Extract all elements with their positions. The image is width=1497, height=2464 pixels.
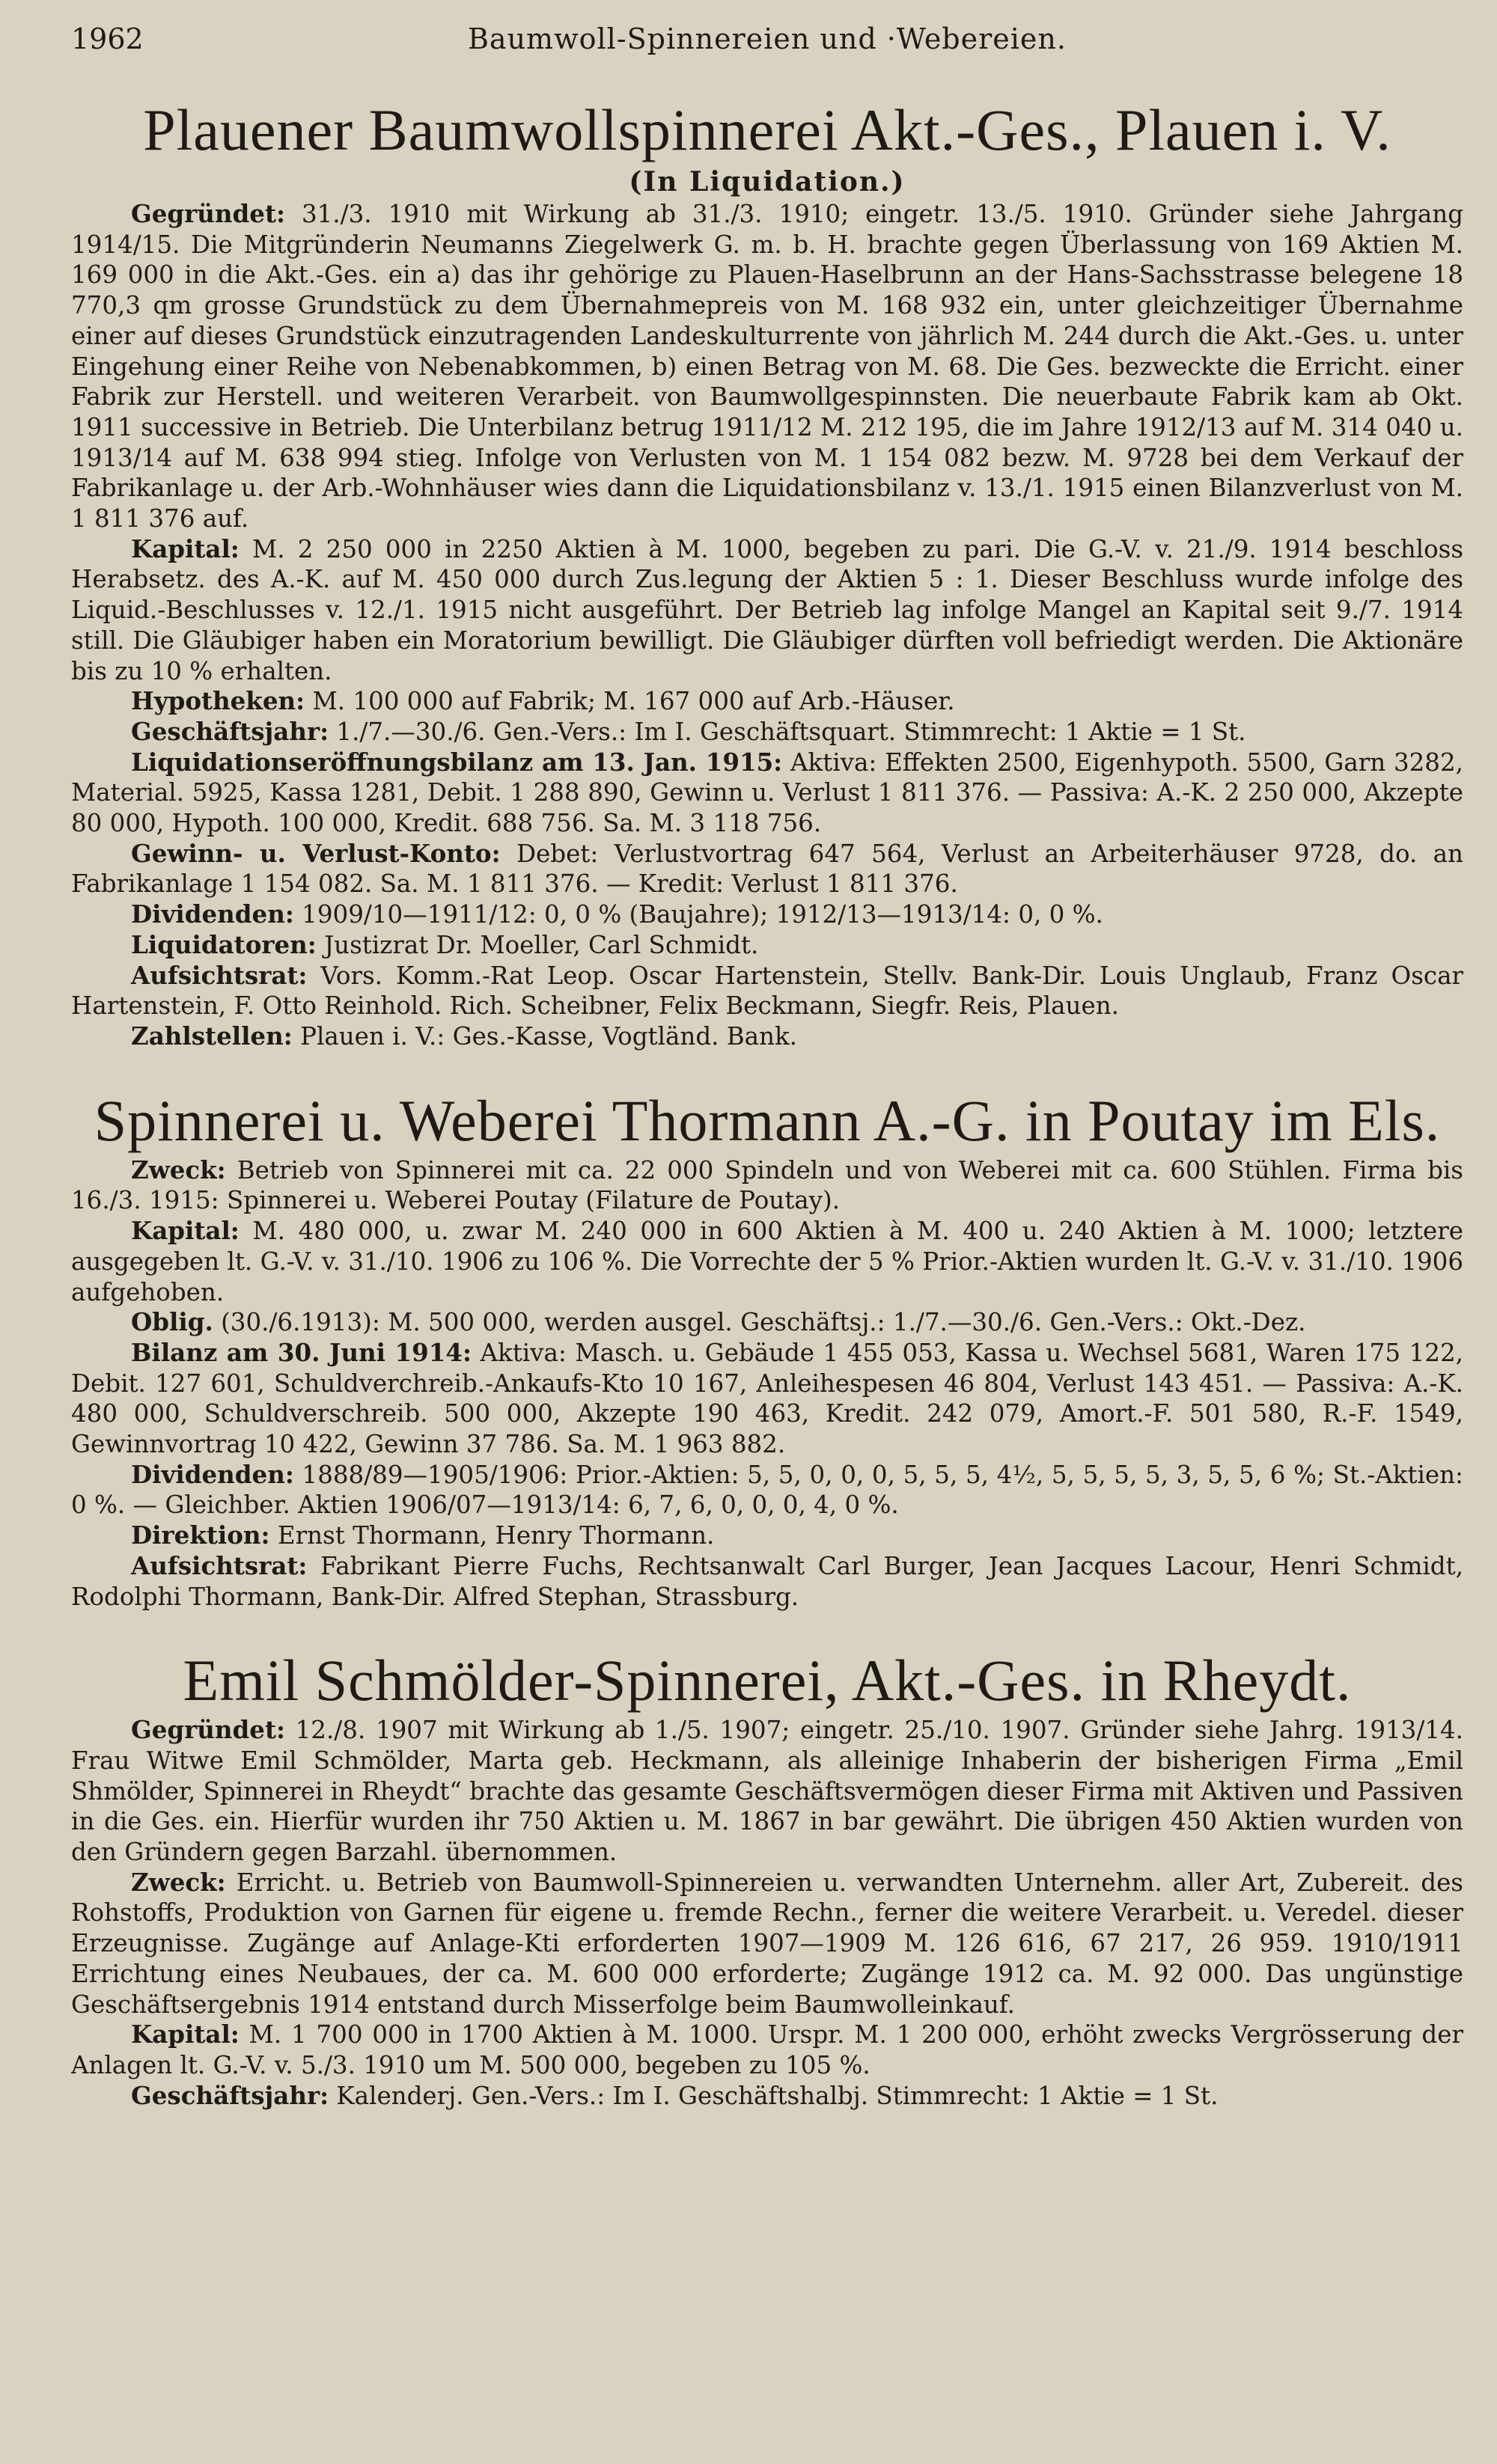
paragraph-label: Oblig. xyxy=(131,1307,213,1337)
entry-paragraph xyxy=(71,1551,1463,1612)
entry-paragraph xyxy=(71,199,1463,534)
paragraph-text: Ernst Thormann, Henry Thormann. xyxy=(269,1521,715,1550)
company-title: Emil Schmölder-Spinnerei, Akt.-Ges. in Rheydt. xyxy=(183,1648,1352,1714)
paragraph-label: Liquidationseröffnungsbilanz am 13. Jan. 1915: xyxy=(131,747,783,777)
document-page xyxy=(71,22,1463,2417)
paragraph-text: Plauen i. V.: Ges.-Kasse, Vogtländ. Bank. xyxy=(292,1021,797,1051)
entry-paragraph xyxy=(71,839,1463,899)
company-entry xyxy=(71,1646,1463,2111)
paragraph-label: Zweck: xyxy=(131,1155,226,1184)
entry-paragraph xyxy=(71,1216,1463,1307)
entry-paragraph xyxy=(71,1868,1463,2020)
paragraph-text: 1./7.—30./6. Gen.-Vers.: Im I. Geschäftsquart. Stimmrecht: 1 Aktie = 1 St. xyxy=(329,717,1246,746)
paragraph-label: Aufsichtsrat: xyxy=(131,960,308,990)
entry-paragraph xyxy=(71,748,1463,839)
paragraph-label: Bilanz am 30. Juni 1914: xyxy=(131,1337,472,1367)
paragraph-text: Justizrat Dr. Moeller, Carl Schmidt. xyxy=(316,930,759,959)
company-entry xyxy=(71,1086,1463,1612)
page-number: 1962 xyxy=(71,22,144,55)
paragraph-label: Kapital: xyxy=(131,2020,240,2049)
entry-paragraph xyxy=(71,930,1463,961)
paragraph-text: M. 1 700 000 in 1700 Aktien à M. 1000. Urspr. M. 1 200 000, erhöht zwecks Vergrösserung der Anlagen lt. G.-V. v. 5./3. 1910 um M. 500 000, begeben zu 105 %. xyxy=(71,2020,1463,2079)
entry-paragraph xyxy=(71,1338,1463,1460)
paragraph-label: Gewinn- u. Verlust-Konto: xyxy=(131,838,501,868)
paragraph-text: 1888/89—1905/1906: Prior.-Aktien: 5, 5, 0, 0, 0, 5, 5, 5, 4½, 5, 5, 5, 5, 3, 5, 5, 6 %; St.-Aktien: 0 %. — Gleichber. Aktien 1906/07—1913/14: 6, 7, 6, 0, 0, 0, 4, 0 %. xyxy=(71,1460,1463,1520)
paragraph-text: M. 100 000 auf Fabrik; M. 167 000 auf Arb.-Häuser. xyxy=(305,687,955,716)
paragraph-text: Aktiva: Masch. u. Gebäude 1 455 053, Kassa u. Wechsel 5681, Waren 175 122, Debit. 127 601, Schuldverchreib.-Ankaufs-Kto 10 167, Anleihespesen 46 804, Verlust 143 451. — Passiva: A.-K. 480 000, Schuldverschreib. 500 000, Akzepte 190 463, Kredit. 242 079, Amort.-F. 501 580, R.-F. 1549, Gewinnvortrag 10 422, Gewinn 37 786. Sa. M. 1 963 882. xyxy=(71,1338,1463,1459)
paragraph-text: Kalenderj. Gen.-Vers.: Im I. Geschäftshalbj. Stimmrecht: 1 Aktie = 1 St. xyxy=(329,2081,1219,2110)
paragraph-text: 12./8. 1907 mit Wirkung ab 1./5. 1907; eingetr. 25./10. 1907. Gründer siehe Jahrg. 1913/14. Frau Witwe Emil Schmölder, Marta geb. Heckmann, als alleinige Inhaberin der bisherigen Firma „Emil Shmölder, Spinnerei in Rheydt“ brachte das gesamte Geschäftsvermögen dieser Firma mit Aktiven und Passiven in die Ges. ein. Hierfür wurden ihr 750 Aktien u. M. 1867 in bar gewährt. Die übrigen 450 Aktien wurden von den Gründern gegen Barzahl. übernommen. xyxy=(71,1716,1463,1867)
paragraph-label: Dividenden: xyxy=(131,899,294,929)
paragraph-text: (30./6.1913): M. 500 000, werden ausgel. Geschäftsj.: 1./7.—30./6. Gen.-Vers.: Okt.-Dez. xyxy=(213,1308,1306,1337)
page-header xyxy=(71,22,1463,82)
paragraph-text: 31./3. 1910 mit Wirkung ab 31./3. 1910; eingetr. 13./5. 1910. Gründer siehe Jahrgang 1914/15. Die Mitgründerin Neumanns Ziegelwerk G. m. b. H. brachte gegen Überlassung von 169 Aktien M. 169 000 in die Akt.-Ges. ein a) das ihr gehörige zu Plauen-Haselbrunn an der Hans-Sachsstrasse belegene 18 770,3 qm grosse Grundstück zu dem Übernahmepreis von M. 168 932 ein, unter gleichzeitiger Übernahme einer auf dieses Grundstück einzutragenden Landeskulturrente von jährlich M. 244 durch die Akt.-Ges. u. unter Eingehung einer Reihe von Nebenabkommen, b) einen Betrag von M. 68. Die Ges. bezweckte die Erricht. einer Fabrik zur Herstell. und weiteren Verarbeit. von Baumwollgespinnsten. Die neuerbaute Fabrik kam ab Okt. 1911 successive in Betrieb. Die Unterbilanz betrug 1911/12 M. 212 195, die im Jahre 1912/13 auf M. 314 040 u. 1913/14 auf M. 638 994 stieg. Infolge von Verlusten von M. 1 154 082 bezw. M. 9728 bei dem Verkauf der Fabrikanlage u. der Arb.-Wohnhäuser wies dann die Liquidationsbilanz v. 13./1. 1915 einen Bilanzverlust von M. 1 811 376 auf. xyxy=(71,200,1463,534)
paragraph-text: Betrieb von Spinnerei mit ca. 22 000 Spindeln und von Weberei mit ca. 600 Stühlen. Firma bis 16./3. 1915: Spinnerei u. Weberei Poutay (Filature de Poutay). xyxy=(71,1155,1463,1215)
entry-paragraph xyxy=(71,2020,1463,2080)
paragraph-label: Kapital: xyxy=(131,1216,240,1246)
paragraph-label: Gegründet: xyxy=(131,1715,285,1745)
paragraph-text: Fabrikant Pierre Fuchs, Rechtsanwalt Carl Burger, Jean Jacques Lacour, Henri Schmidt, Rodolphi Thormann, Bank-Dir. Alfred Stephan, Strassburg. xyxy=(71,1551,1463,1611)
company-title: Spinnerei u. Weberei Thormann A.-G. in Poutay im Els. xyxy=(94,1087,1441,1153)
paragraph-label: Direktion: xyxy=(131,1520,270,1550)
company-entry xyxy=(71,96,1463,1052)
running-title: Baumwoll-Spinnereien und ·Webereien. xyxy=(468,22,1067,55)
paragraph-text: 1909/10—1911/12: 0, 0 % (Baujahre); 1912/13—1913/14: 0, 0 %. xyxy=(293,900,1103,929)
paragraph-label: Gegründet: xyxy=(131,199,285,228)
paragraph-label: Hypotheken: xyxy=(131,686,305,716)
entry-paragraph xyxy=(71,686,1463,717)
entry-paragraph xyxy=(71,1715,1463,1868)
entry-paragraph xyxy=(71,1155,1463,1216)
entry-paragraph xyxy=(71,961,1463,1021)
entry-paragraph xyxy=(71,717,1463,748)
paragraph-label: Dividenden: xyxy=(131,1459,294,1489)
company-subtitle: (In Liquidation.) xyxy=(629,166,906,198)
entry-paragraph xyxy=(71,1460,1463,1520)
entry-paragraph xyxy=(71,534,1463,687)
company-title: Plauener Baumwollspinnerei Akt.-Ges., Plauen i. V. xyxy=(143,97,1391,162)
entry-paragraph xyxy=(71,1307,1463,1338)
paragraph-label: Zahlstellen: xyxy=(131,1021,293,1051)
paragraph-text: Aktiva: Effekten 2500, Eigenhypoth. 5500, Garn 3282, Material. 5925, Kassa 1281, Debit. 1 288 890, Gewinn u. Verlust 1 811 376. — Passiva: A.-K. 2 250 000, Akzepte 80 000, Hypoth. 100 000, Kredit. 688 756. Sa. M. 3 118 756. xyxy=(71,748,1463,838)
paragraph-label: Geschäftsjahr: xyxy=(131,2080,329,2110)
entry-paragraph xyxy=(71,1520,1463,1551)
paragraph-label: Liquidatoren: xyxy=(131,929,317,959)
paragraph-text: M. 2 250 000 in 2250 Aktien à M. 1000, begeben zu pari. Die G.-V. v. 21./9. 1914 beschloss Herabsetz. des A.-K. auf M. 450 000 durch Zus.legung der Aktien 5 : 1. Dieser Beschluss wurde infolge des Liquid.-Beschlusses v. 12./1. 1915 nicht ausgeführt. Der Betrieb lag infolge Mangel an Kapital seit 9./7. 1914 still. Die Gläubiger haben ein Moratorium bewilligt. Die Gläubiger dürften voll befriedigt werden. Die Aktionäre bis zu 10 % erhalten. xyxy=(71,534,1463,685)
entry-paragraph xyxy=(71,2081,1463,2112)
paragraph-text: Erricht. u. Betrieb von Baumwoll-Spinnereien u. verwandten Unternehm. aller Art, Zubereit. des Rohstoffs, Produktion von Garnen für eigene u. fremde Rechn., ferner die weitere Verarbeit. u. Veredel. dieser Erzeugnisse. Zugänge auf Anlage-Kti erforderten 1907—1909 M. 126 616, 67 217, 26 959. 1910/1911 Errichtung eines Neubaues, der ca. M. 600 000 erforderte; Zugänge 1912 ca. M. 92 000. Das ungünstige Geschäftsergebnis 1914 entstand durch Misserfolge beim Baumwolleinkauf. xyxy=(71,1868,1463,2019)
entry-paragraph xyxy=(71,899,1463,930)
paragraph-label: Zweck: xyxy=(131,1867,226,1897)
paragraph-label: Kapital: xyxy=(131,534,240,563)
paragraph-text: Vors. Komm.-Rat Leop. Oscar Hartenstein, Stellv. Bank-Dir. Louis Unglaub, Franz Oscar Hartenstein, F. Otto Reinhold. Rich. Scheibner, Felix Beckmann, Siegfr. Reis, Plauen. xyxy=(71,961,1463,1021)
paragraph-text: Debet: Verlustvortrag 647 564, Verlust an Arbeiterhäuser 9728, do. an Fabrikanlage 1 154 082. Sa. M. 1 811 376. — Kredit: Verlust 1 811 376. xyxy=(71,839,1463,899)
paragraph-label: Aufsichtsrat: xyxy=(131,1550,308,1580)
paragraph-label: Geschäftsjahr: xyxy=(131,716,329,746)
paragraph-text: M. 480 000, u. zwar M. 240 000 in 600 Aktien à M. 400 u. 240 Aktien à M. 1000; letztere ausgegeben lt. G.-V. v. 31./10. 1906 zu 106 %. Die Vorrechte der 5 % Prior.-Aktien wurden lt. G.-V. v. 31./10. 1906 aufgehoben. xyxy=(71,1217,1463,1306)
entry-paragraph xyxy=(71,1021,1463,1052)
